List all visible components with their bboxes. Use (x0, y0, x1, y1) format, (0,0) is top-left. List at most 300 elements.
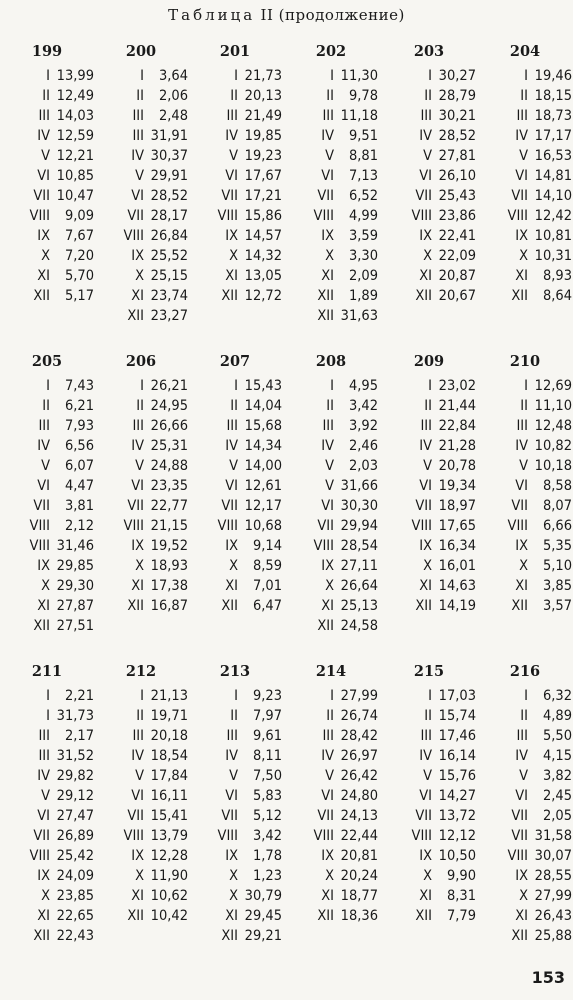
day-value: 22,44 (340, 828, 378, 844)
table-row (188, 376, 282, 396)
month-numeral: VI (225, 478, 238, 494)
day-value: 29,45 (244, 908, 282, 924)
table-column (382, 40, 476, 306)
day-value: 10,18 (534, 458, 572, 474)
day-value: 31,73 (56, 708, 94, 724)
table-row (94, 246, 188, 266)
table-row (382, 596, 476, 616)
table-row (94, 806, 188, 826)
day-value: 3,59 (348, 228, 378, 244)
column-number: 214 (315, 663, 347, 680)
table-row (382, 186, 476, 206)
table-row (0, 886, 94, 906)
month-numeral: IX (131, 248, 144, 264)
day-value: 7,20 (64, 248, 94, 264)
day-value: 18,15 (534, 88, 572, 104)
month-numeral: XI (321, 268, 334, 284)
day-value: 9,23 (252, 688, 282, 704)
month-numeral: XI (321, 598, 334, 614)
day-value: 25,88 (534, 928, 572, 944)
day-value: 23,86 (438, 208, 476, 224)
table-row (188, 146, 282, 166)
day-value: 10,81 (534, 228, 572, 244)
day-value: 17,46 (438, 728, 476, 744)
day-value: 31,63 (340, 308, 378, 324)
month-numeral: X (41, 578, 50, 594)
month-numeral: XII (33, 618, 50, 634)
day-value: 2,45 (542, 788, 572, 804)
month-numeral: XI (419, 268, 432, 284)
day-value: 28,54 (340, 538, 378, 554)
month-numeral: V (519, 148, 528, 164)
month-numeral: V (325, 148, 334, 164)
table-row (0, 126, 94, 146)
month-numeral: XII (415, 288, 432, 304)
month-numeral: IV (515, 748, 528, 764)
table-row (478, 266, 572, 286)
day-value: 14,10 (534, 188, 572, 204)
day-value: 22,43 (56, 928, 94, 944)
month-numeral: III (322, 418, 334, 434)
month-numeral: I (524, 688, 528, 704)
table-row (478, 686, 572, 706)
table-row (94, 436, 188, 456)
month-numeral: IV (225, 748, 238, 764)
table-row (284, 686, 378, 706)
day-value: 3,42 (252, 828, 282, 844)
month-numeral: I (46, 68, 50, 84)
month-numeral: XI (515, 908, 528, 924)
day-value: 7,97 (252, 708, 282, 724)
month-numeral: XII (127, 308, 144, 324)
table-row (188, 396, 282, 416)
day-value: 8,58 (542, 478, 572, 494)
month-numeral: XII (317, 308, 334, 324)
day-value: 12,48 (534, 418, 572, 434)
day-value: 13,72 (438, 808, 476, 824)
table-column (478, 350, 572, 616)
month-numeral: I (330, 378, 334, 394)
day-value: 17,17 (534, 128, 572, 144)
table-row (188, 246, 282, 266)
table-row (94, 496, 188, 516)
month-numeral: VII (511, 188, 528, 204)
day-value: 2,05 (542, 808, 572, 824)
table-row (478, 746, 572, 766)
day-value: 15,41 (150, 808, 188, 824)
table-row (478, 246, 572, 266)
table-row (0, 456, 94, 476)
table-row (478, 66, 572, 86)
table-row (478, 806, 572, 826)
month-numeral: VIII (507, 848, 528, 864)
table-row (188, 436, 282, 456)
day-value: 26,64 (340, 578, 378, 594)
month-numeral: V (41, 788, 50, 804)
month-numeral: III (420, 418, 432, 434)
day-value: 21,28 (438, 438, 476, 454)
day-value: 30,79 (244, 888, 282, 904)
day-value: 8,81 (348, 148, 378, 164)
column-number: 206 (125, 353, 157, 370)
table-row (478, 206, 572, 226)
day-value: 17,67 (244, 168, 282, 184)
column-number: 213 (219, 663, 251, 680)
month-numeral: XI (515, 578, 528, 594)
month-numeral: II (326, 88, 334, 104)
month-numeral: VIII (507, 518, 528, 534)
table-row (0, 806, 94, 826)
month-numeral: I (140, 688, 144, 704)
day-value: 23,02 (438, 378, 476, 394)
month-numeral: I (234, 68, 238, 84)
day-value: 27,11 (340, 558, 378, 574)
table-column (478, 40, 572, 306)
month-numeral: VIII (217, 518, 238, 534)
month-numeral: XI (37, 268, 50, 284)
month-numeral: I (330, 68, 334, 84)
day-value: 3,82 (542, 768, 572, 784)
month-numeral: III (132, 418, 144, 434)
table-row (382, 436, 476, 456)
column-number: 210 (509, 353, 541, 370)
table-row (94, 746, 188, 766)
month-numeral: X (519, 888, 528, 904)
table-row (0, 926, 94, 946)
month-numeral: III (132, 728, 144, 744)
table-column (0, 40, 94, 306)
month-numeral: II (42, 88, 50, 104)
month-numeral: VI (37, 168, 50, 184)
day-value: 14,19 (438, 598, 476, 614)
table-row (478, 166, 572, 186)
day-value: 27,81 (438, 148, 476, 164)
table-row (382, 476, 476, 496)
day-value: 14,27 (438, 788, 476, 804)
day-value: 15,68 (244, 418, 282, 434)
day-value: 17,65 (438, 518, 476, 534)
month-numeral: X (423, 558, 432, 574)
table-row (94, 66, 188, 86)
table-row (478, 226, 572, 246)
table-row (284, 536, 378, 556)
day-value: 26,42 (340, 768, 378, 784)
table-row (0, 846, 94, 866)
table-row (0, 476, 94, 496)
table-column (478, 660, 572, 946)
table-row (478, 286, 572, 306)
month-numeral: IX (131, 848, 144, 864)
table-row (478, 906, 572, 926)
day-value: 24,95 (150, 398, 188, 414)
month-numeral: II (520, 708, 528, 724)
table-column (94, 660, 188, 926)
month-numeral: X (519, 558, 528, 574)
table-row (284, 496, 378, 516)
table-row (382, 496, 476, 516)
table-row (478, 726, 572, 746)
month-numeral: IV (37, 128, 50, 144)
month-numeral: I (46, 378, 50, 394)
month-numeral: II (520, 88, 528, 104)
day-value: 15,43 (244, 378, 282, 394)
month-numeral: VIII (29, 518, 50, 534)
month-numeral: X (135, 268, 144, 284)
column-number: 211 (31, 663, 63, 680)
table-row (0, 246, 94, 266)
month-numeral: V (423, 768, 432, 784)
table-block (0, 660, 573, 970)
table-row (478, 766, 572, 786)
day-value: 21,13 (150, 688, 188, 704)
month-numeral: I (140, 68, 144, 84)
table-row (284, 766, 378, 786)
month-numeral: XII (415, 598, 432, 614)
month-numeral: V (519, 768, 528, 784)
table-row (94, 766, 188, 786)
month-numeral: VI (131, 188, 144, 204)
table-row (94, 556, 188, 576)
month-numeral: I (428, 378, 432, 394)
table-row (284, 576, 378, 596)
table-column (382, 660, 476, 926)
table-column (0, 350, 94, 636)
month-numeral: VI (225, 788, 238, 804)
table-row (94, 166, 188, 186)
month-numeral: V (325, 768, 334, 784)
day-value: 12,49 (56, 88, 94, 104)
column-number: 201 (219, 43, 251, 60)
table-row (382, 86, 476, 106)
day-value: 7,50 (252, 768, 282, 784)
day-value: 7,79 (446, 908, 476, 924)
day-value: 27,99 (534, 888, 572, 904)
month-numeral: VIII (411, 828, 432, 844)
day-value: 6,32 (542, 688, 572, 704)
table-row (284, 66, 378, 86)
month-numeral: I (428, 688, 432, 704)
table-row (94, 286, 188, 306)
column-number: 204 (509, 43, 541, 60)
table-row (382, 146, 476, 166)
day-value: 18,77 (340, 888, 378, 904)
table-column (0, 660, 94, 946)
month-numeral: III (322, 108, 334, 124)
month-numeral: XI (515, 268, 528, 284)
table-row (382, 786, 476, 806)
day-value: 24,80 (340, 788, 378, 804)
day-value: 12,28 (150, 848, 188, 864)
month-numeral: I (524, 68, 528, 84)
month-numeral: X (229, 248, 238, 264)
table-column (284, 660, 378, 926)
month-numeral: II (230, 398, 238, 414)
table-row (382, 456, 476, 476)
table-row (382, 686, 476, 706)
table-row (382, 866, 476, 886)
table-row (0, 166, 94, 186)
table-row (284, 286, 378, 306)
table-row (478, 556, 572, 576)
table-row (0, 376, 94, 396)
day-value: 3,57 (542, 598, 572, 614)
table-row (188, 906, 282, 926)
table-row (94, 866, 188, 886)
table-column (94, 40, 188, 326)
table-row (0, 576, 94, 596)
table-row (284, 376, 378, 396)
month-numeral: II (230, 88, 238, 104)
table-row (188, 926, 282, 946)
day-value: 2,06 (158, 88, 188, 104)
table-row (478, 416, 572, 436)
day-value: 14,81 (534, 168, 572, 184)
day-value: 30,07 (534, 848, 572, 864)
month-numeral: VI (515, 168, 528, 184)
table-row (188, 886, 282, 906)
month-numeral: I (140, 378, 144, 394)
table-block (0, 350, 573, 660)
column-number: 199 (31, 43, 63, 60)
table-row (478, 846, 572, 866)
month-numeral: IX (225, 228, 238, 244)
day-value: 3,92 (348, 418, 378, 434)
day-value: 10,62 (150, 888, 188, 904)
month-numeral: XI (131, 288, 144, 304)
day-value: 20,24 (340, 868, 378, 884)
day-value: 28,52 (438, 128, 476, 144)
table-row (188, 126, 282, 146)
month-numeral: V (519, 458, 528, 474)
day-value: 24,88 (150, 458, 188, 474)
table-row (284, 556, 378, 576)
day-value: 13,99 (56, 68, 94, 84)
table-row (284, 846, 378, 866)
table-row (94, 846, 188, 866)
month-numeral: XI (419, 578, 432, 594)
month-numeral: XII (511, 288, 528, 304)
day-value: 31,52 (56, 748, 94, 764)
table-row (382, 886, 476, 906)
month-numeral: X (325, 868, 334, 884)
table-row (94, 376, 188, 396)
month-numeral: IX (37, 228, 50, 244)
month-numeral: IX (321, 228, 334, 244)
month-numeral: III (132, 128, 144, 144)
month-numeral: X (229, 888, 238, 904)
month-numeral: XII (221, 928, 238, 944)
day-value: 5,10 (542, 558, 572, 574)
table-block (0, 40, 573, 350)
day-value: 16,53 (534, 148, 572, 164)
column-number: 202 (315, 43, 347, 60)
day-value: 10,85 (56, 168, 94, 184)
table-row (284, 306, 378, 326)
day-value: 17,38 (150, 578, 188, 594)
day-value: 12,17 (244, 498, 282, 514)
month-numeral: XII (127, 598, 144, 614)
table-row (284, 246, 378, 266)
month-numeral: IX (515, 868, 528, 884)
table-row (94, 596, 188, 616)
day-value: 10,31 (534, 248, 572, 264)
month-numeral: III (226, 418, 238, 434)
day-value: 19,46 (534, 68, 572, 84)
month-numeral: II (424, 398, 432, 414)
month-numeral: VIII (123, 828, 144, 844)
table-row (188, 576, 282, 596)
month-numeral: X (325, 248, 334, 264)
day-value: 20,13 (244, 88, 282, 104)
month-numeral: I (234, 688, 238, 704)
month-numeral: XI (419, 888, 432, 904)
month-numeral: VI (131, 788, 144, 804)
table-row (188, 416, 282, 436)
day-value: 2,48 (158, 108, 188, 124)
month-numeral: VII (221, 188, 238, 204)
month-numeral: VI (321, 788, 334, 804)
table-row (94, 476, 188, 496)
day-value: 30,30 (340, 498, 378, 514)
table-row (284, 226, 378, 246)
day-value: 30,27 (438, 68, 476, 84)
month-numeral: XII (317, 908, 334, 924)
month-numeral: VII (317, 808, 334, 824)
table-row (94, 516, 188, 536)
day-value: 25,42 (56, 848, 94, 864)
table-row (94, 576, 188, 596)
table-row (94, 146, 188, 166)
month-numeral: XI (225, 578, 238, 594)
table-row (382, 516, 476, 536)
day-value: 9,14 (252, 538, 282, 554)
month-numeral: VI (419, 168, 432, 184)
day-value: 15,74 (438, 708, 476, 724)
table-column (382, 350, 476, 616)
month-numeral: III (420, 108, 432, 124)
day-value: 14,03 (56, 108, 94, 124)
title-main: Таблица (168, 6, 256, 24)
day-value: 14,57 (244, 228, 282, 244)
day-value: 23,85 (56, 888, 94, 904)
table-row (382, 746, 476, 766)
day-value: 6,66 (542, 518, 572, 534)
month-numeral: V (229, 148, 238, 164)
day-value: 28,42 (340, 728, 378, 744)
table-row (478, 436, 572, 456)
day-value: 9,78 (348, 88, 378, 104)
month-numeral: VII (127, 498, 144, 514)
day-value: 7,13 (348, 168, 378, 184)
column-number: 209 (413, 353, 445, 370)
table-row (284, 826, 378, 846)
table-column (94, 350, 188, 616)
table-row (94, 416, 188, 436)
day-value: 19,85 (244, 128, 282, 144)
month-numeral: XI (131, 888, 144, 904)
month-numeral: IV (419, 748, 432, 764)
day-value: 21,15 (150, 518, 188, 534)
table-row (188, 226, 282, 246)
day-value: 6,07 (64, 458, 94, 474)
month-numeral: XII (511, 928, 528, 944)
page-title (0, 6, 573, 24)
table-row (94, 226, 188, 246)
table-row (284, 706, 378, 726)
day-value: 29,12 (56, 788, 94, 804)
month-numeral: II (424, 88, 432, 104)
day-value: 18,36 (340, 908, 378, 924)
